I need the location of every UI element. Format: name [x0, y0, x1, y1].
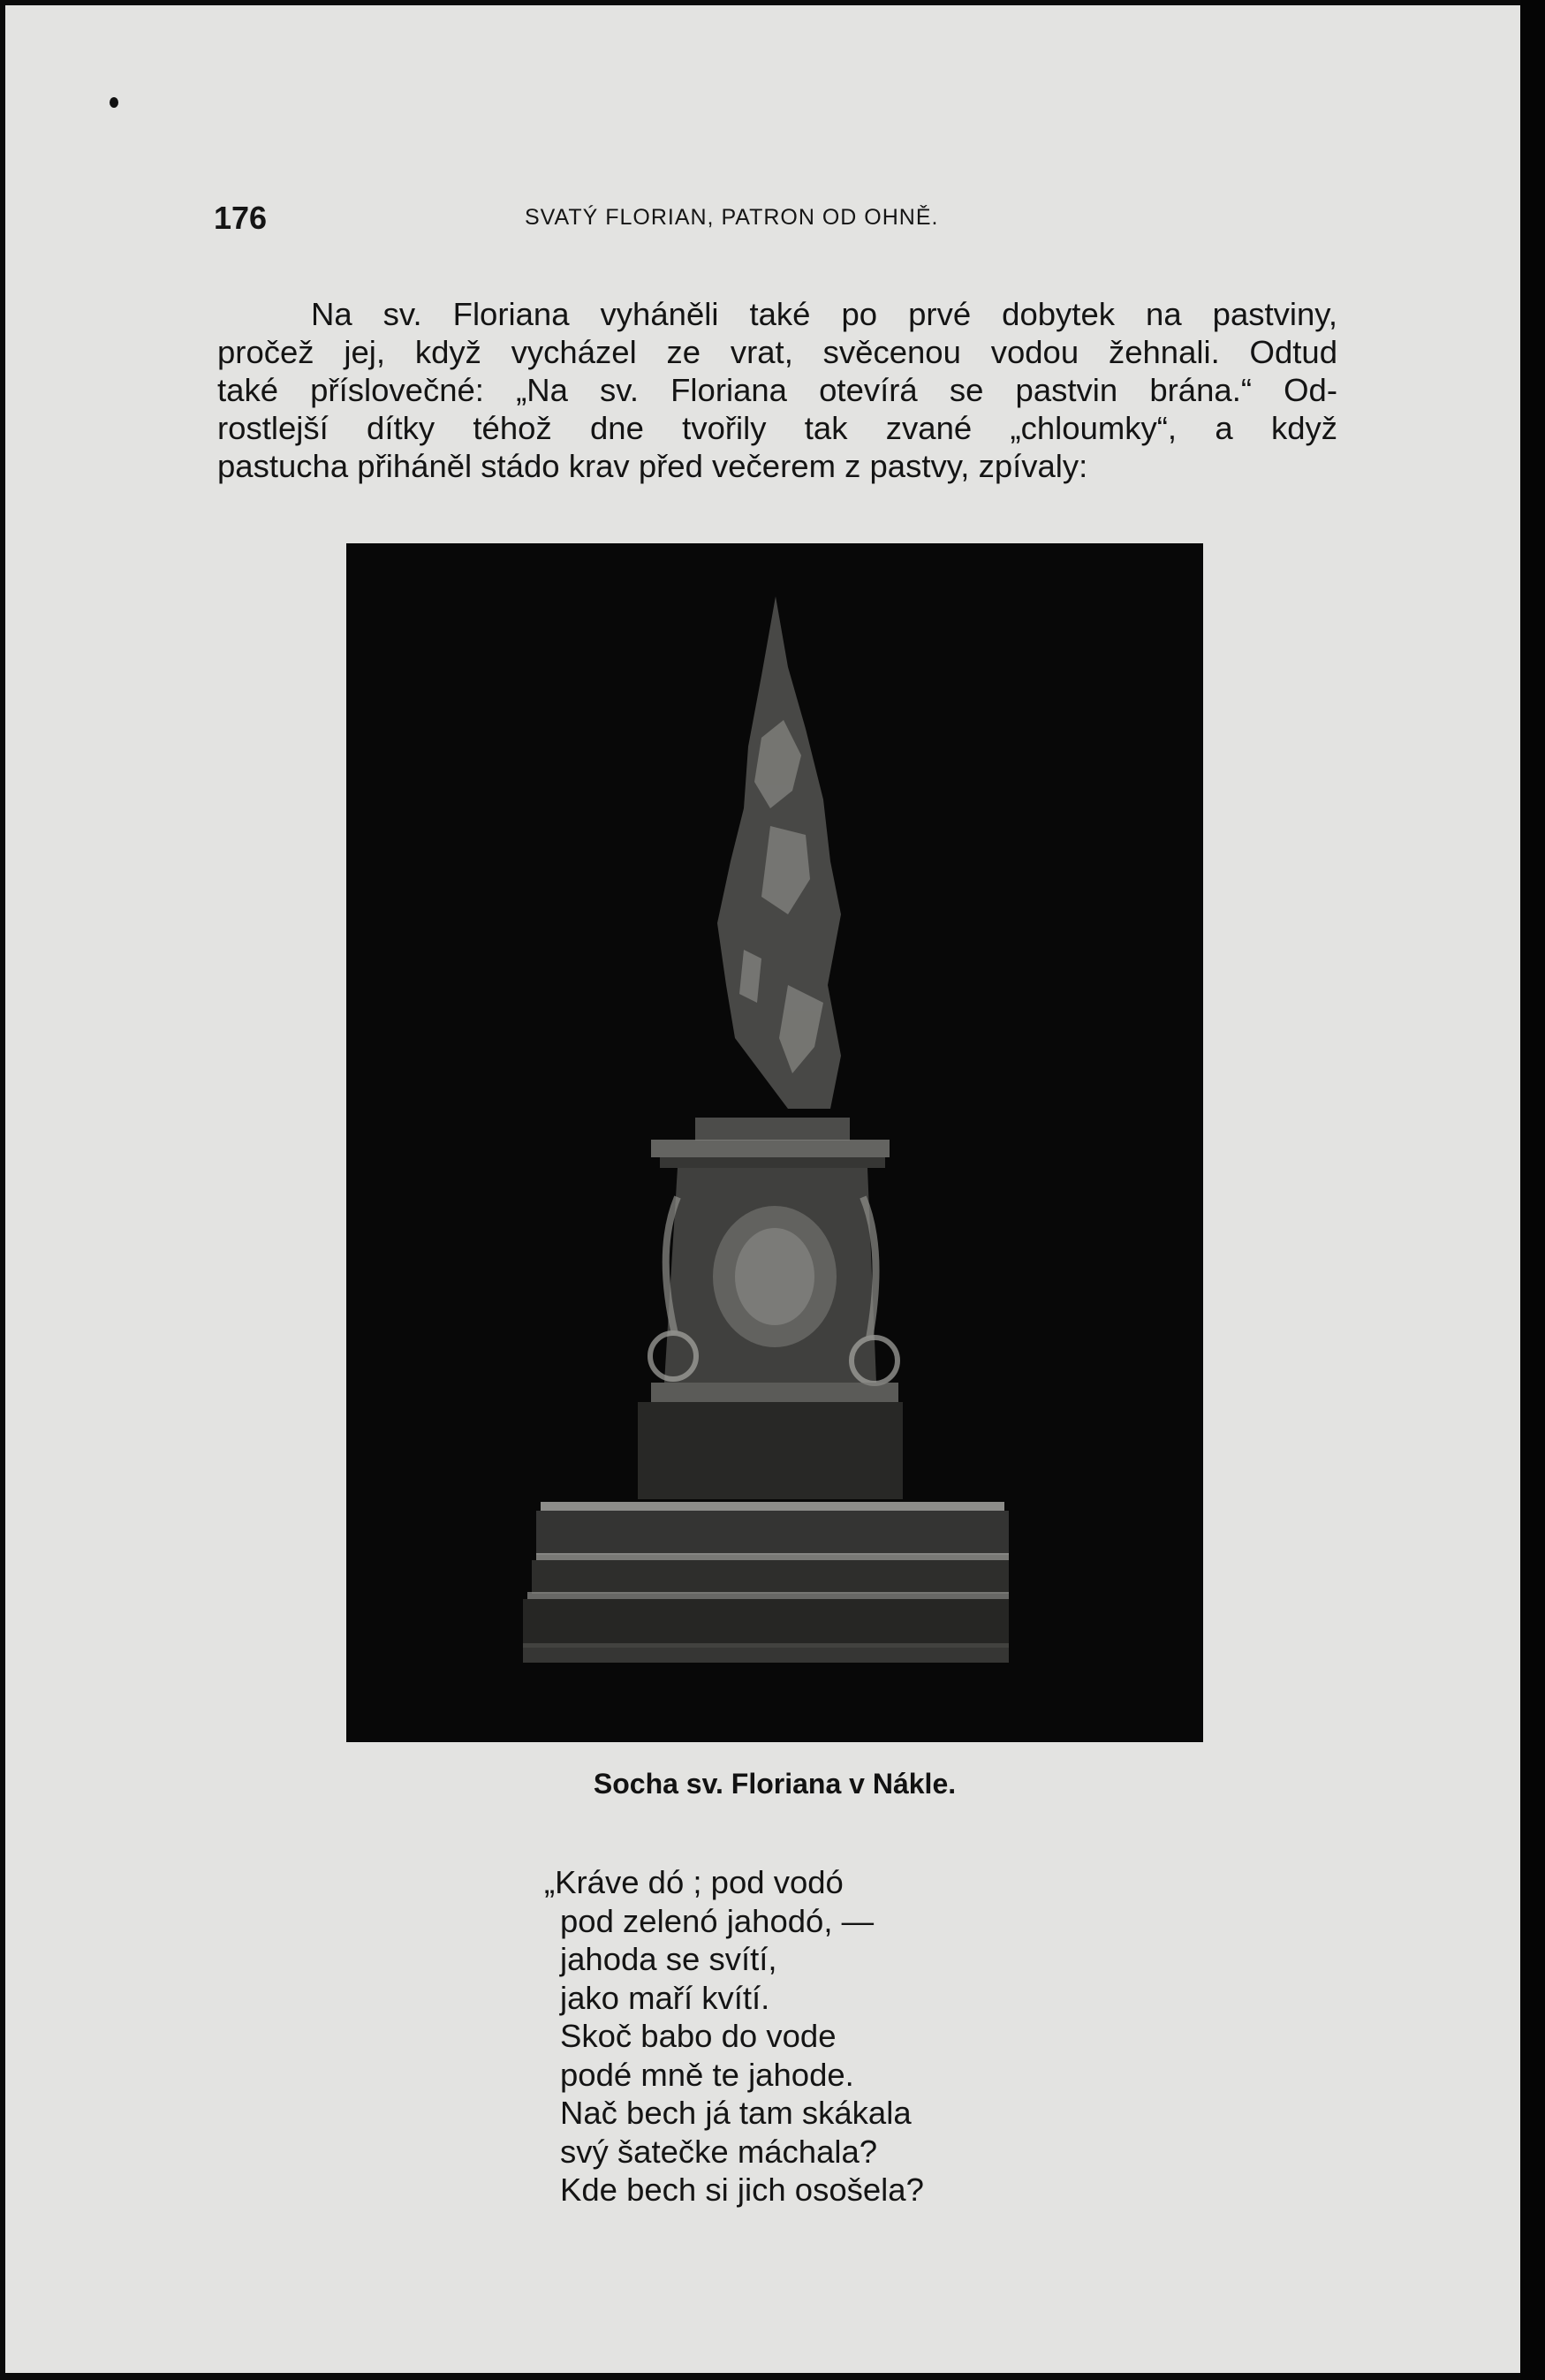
- running-head: SVATÝ FLORIAN, PATRON OD OHNĚ.: [525, 205, 939, 230]
- page-header: [214, 200, 1362, 244]
- page-number: 176: [214, 200, 268, 236]
- body-paragraph: [217, 295, 1337, 485]
- verse-line: svý šatečke máchala?: [560, 2133, 878, 2170]
- paragraph-line: pastucha přiháněl stádo krav před večerem z pastvy, zpívaly:: [217, 448, 1088, 484]
- scan-edge: [1520, 0, 1545, 2380]
- verse-line: pod zelenó jahodó, —: [560, 1902, 875, 1939]
- statue-illustration: [346, 543, 1203, 1742]
- folk-verse: [544, 1863, 924, 2209]
- paragraph-line: také příslovečné: „Na sv. Floriana otevírá se pastvin brána.“ Od-: [217, 372, 1337, 408]
- book-page: [5, 5, 1520, 2373]
- verse-line: Nač bech já tam skákala: [560, 2095, 912, 2131]
- paragraph-line: pročež jej, když vycházel ze vrat, svěcenou vodou žehnali. Odtud: [217, 334, 1337, 370]
- ink-speck: [110, 97, 118, 108]
- verse-line: podé mně te jahode.: [560, 2056, 854, 2093]
- verse-line: jako maří kvítí.: [560, 1979, 770, 2016]
- verse-line: „Kráve dó ; pod vodó: [544, 1864, 844, 1900]
- verse-line: jahoda se svítí,: [560, 1941, 777, 1977]
- verse-line: Kde bech si jich osošela?: [560, 2172, 924, 2208]
- statue-photograph: [346, 543, 1203, 1742]
- verse-line: Skoč babo do vode: [560, 2018, 837, 2054]
- figure-caption: Socha sv. Floriana v Nákle.: [593, 1768, 957, 1800]
- paragraph-line: Na sv. Floriana vyháněli také po prvé dobytek na pastviny,: [311, 296, 1337, 332]
- paragraph-line: rostlejší dítky téhož dne tvořily tak zvané „chloumky“, a když: [217, 410, 1337, 446]
